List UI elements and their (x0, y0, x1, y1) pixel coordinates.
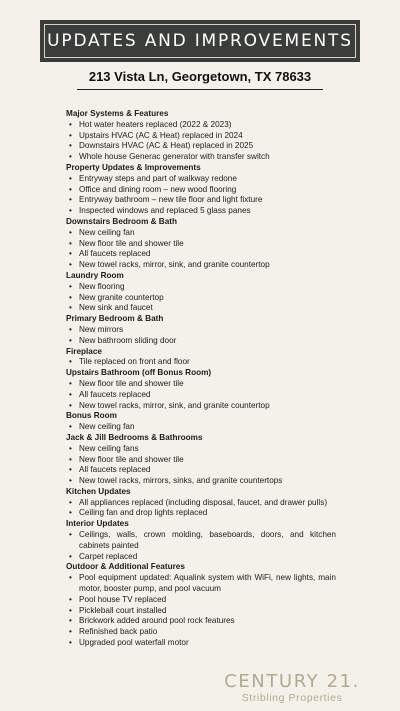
list-item: • Whole house Generac generator with transfer switch (66, 152, 336, 163)
section-list (66, 282, 336, 314)
section-title: Kitchen Updates (66, 486, 131, 496)
section-title: Laundry Room (66, 270, 124, 280)
list-item: • New ceiling fan (66, 422, 336, 433)
page-title: UPDATES AND IMPROVEMENTS (47, 31, 353, 51)
logo-office: Stribling Properties (241, 692, 343, 704)
list-item: • New mirrors (66, 325, 336, 336)
section-list (66, 444, 336, 487)
list-item: • Upstairs HVAC (AC & Heat) replaced in 2024 (66, 131, 336, 142)
title-banner (40, 20, 360, 62)
section-list (66, 357, 336, 368)
logo-brand: CENTURY 21. (224, 671, 360, 692)
section-list (66, 573, 336, 649)
section-title: Downstairs Bedroom & Bath (66, 216, 177, 226)
property-address: 213 Vista Ln, Georgetown, TX 78633 (88, 69, 312, 84)
section-list (66, 120, 336, 163)
list-item: • New towel racks, mirror, sink, and granite countertop (66, 401, 336, 412)
list-item: • Pool house TV replaced (66, 595, 336, 606)
section-title: Fireplace (66, 346, 102, 356)
list-item: • All appliances replaced (including disposal, faucet, and drawer pulls) (66, 498, 336, 509)
section-title: Property Updates & Improvements (66, 162, 201, 172)
list-item: • New sink and faucet (66, 303, 336, 314)
list-item: • New ceiling fans (66, 444, 336, 455)
list-item: • New floor tile and shower tile (66, 379, 336, 390)
section-title: Jack & Jill Bedrooms & Bathrooms (66, 432, 203, 442)
list-item: • New flooring (66, 282, 336, 293)
section-title: Bonus Room (66, 411, 117, 421)
section-list (66, 325, 336, 347)
divider (77, 89, 323, 90)
list-item: • Refinished back patio (66, 627, 336, 638)
list-item: • New ceiling fan (66, 228, 336, 239)
list-item: • All faucets replaced (66, 390, 336, 401)
section-list (66, 379, 336, 411)
list-item: • Entryway bathroom – new tile floor and light fixture (66, 195, 336, 206)
section-title: Major Systems & Features (66, 109, 169, 118)
list-item: • Inspected windows and replaced 5 glass panes (66, 206, 336, 217)
list-item: • Entryway steps and part of walkway redone (66, 174, 336, 185)
list-item: • Hot water heaters replaced (2022 & 2023) (66, 120, 336, 131)
list-item: • New towel racks, mirror, sink, and granite countertop (66, 260, 336, 271)
century21-logo (224, 672, 360, 704)
section-title: Upstairs Bathroom (off Bonus Room) (66, 368, 212, 378)
list-item: • New towel racks, mirrors, sinks, and granite countertops (66, 476, 336, 487)
section-list (66, 498, 336, 520)
section-title: Outdoor & Additional Features (66, 562, 185, 572)
list-item: • Office and dining room – new wood flooring (66, 185, 336, 196)
section-list (66, 530, 336, 562)
list-item: • New floor tile and shower tile (66, 239, 336, 250)
section-title: Interior Updates (66, 519, 129, 529)
list-item: • Pool equipment updated: Aqualink system with WiFi, new lights, main motor, booster pump, and pool vacuum (66, 573, 336, 595)
section-list (66, 174, 336, 217)
list-item: • New bathroom sliding door (66, 336, 336, 347)
list-item: • New floor tile and shower tile (66, 455, 336, 466)
list-item: • All faucets replaced (66, 465, 336, 476)
list-item: • Downstairs HVAC (AC & Heat) replaced in 2025 (66, 141, 336, 152)
section-title: Primary Bedroom & Bath (66, 314, 164, 324)
list-item: • All faucets replaced (66, 249, 336, 260)
list-item: • Pickleball court installed (66, 606, 336, 617)
updates-list (66, 109, 336, 649)
section-list (66, 228, 336, 271)
section-list (66, 422, 336, 433)
list-item: • Carpet replaced (66, 552, 336, 563)
list-item: • Upgraded pool waterfall motor (66, 638, 336, 649)
list-item: • Tile replaced on front and floor (66, 357, 336, 368)
list-item: • Brickwork added around pool rock features (66, 616, 336, 627)
list-item: • New granite countertop (66, 293, 336, 304)
list-item: • Ceilings, walls, crown molding, baseboards, doors, and kitchen cabinets painted (66, 530, 336, 552)
list-item: • Ceiling fan and drop lights replaced (66, 508, 336, 519)
